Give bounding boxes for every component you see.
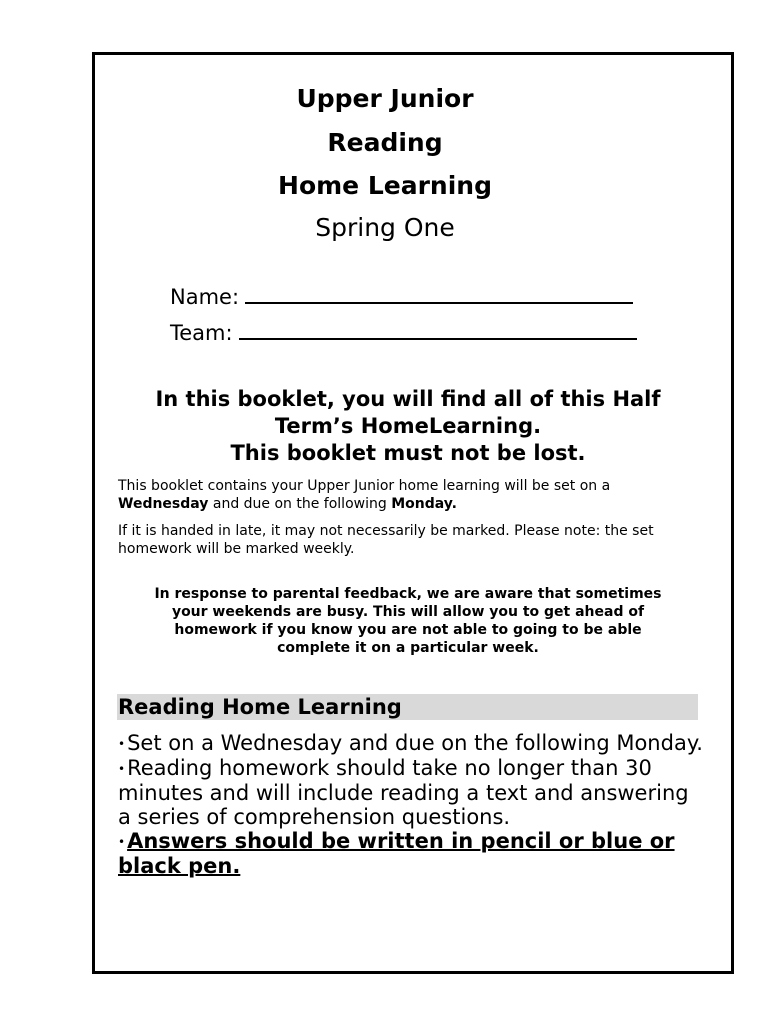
section-heading: Reading Home Learning: [117, 694, 698, 720]
team-blank-line[interactable]: [239, 320, 637, 340]
feedback-note: [118, 585, 698, 657]
title-line-1: Upper Junior: [296, 84, 474, 113]
paragraph-late-policy: If it is handed in late, it may not necessarily be marked. Please note: the set homework will be marked weekly.: [118, 523, 654, 557]
monday-bold: Monday.: [391, 496, 457, 512]
bullet-text-emphasis: Answers should be written in pencil or blue or black pen.: [118, 829, 675, 878]
paragraph-schedule-text: This booklet contains your Upper Junior home learning will be set on a: [118, 478, 611, 494]
bullet-item: [118, 829, 703, 878]
bullet-icon: •: [118, 737, 126, 751]
bullet-item: [118, 731, 703, 756]
intro-line-1: In this booklet, you will find all of this Half: [155, 387, 661, 411]
feedback-line-1: In response to parental feedback, we are aware that sometimes: [154, 586, 662, 602]
bullet-text: Set on a Wednesday and due on the following Monday.: [127, 731, 703, 755]
bullet-icon: •: [118, 835, 126, 849]
paragraph-schedule: [118, 477, 703, 513]
intro-line-3: This booklet must not be lost.: [230, 441, 586, 465]
bullet-icon: •: [118, 762, 126, 776]
feedback-line-2: your weekends are busy. This will allow you to get ahead of: [171, 604, 645, 620]
intro-line-2: Term’s HomeLearning.: [274, 414, 542, 438]
title-line-3: Home Learning: [278, 171, 492, 200]
feedback-line-4: complete it on a particular week.: [277, 640, 539, 656]
bullet-item: [118, 756, 703, 829]
paragraph-schedule-middle: and due on the following: [208, 496, 392, 512]
title-line-2: Reading: [327, 128, 443, 157]
subtitle: Spring One: [315, 213, 455, 242]
name-label: Name:: [170, 285, 240, 309]
intro-statement: [118, 386, 698, 467]
team-field-row: [170, 320, 637, 345]
name-field-row: [170, 284, 633, 309]
bullet-list: [118, 731, 703, 878]
wednesday-bold: Wednesday: [118, 496, 209, 512]
bullet-text: Reading homework should take no longer than 30 minutes and will include reading a text and answering a series of comprehension questions.: [118, 756, 689, 829]
feedback-line-3: homework if you know you are not able to going to be able: [174, 622, 642, 638]
name-blank-line[interactable]: [245, 284, 633, 304]
team-label: Team:: [170, 321, 233, 345]
